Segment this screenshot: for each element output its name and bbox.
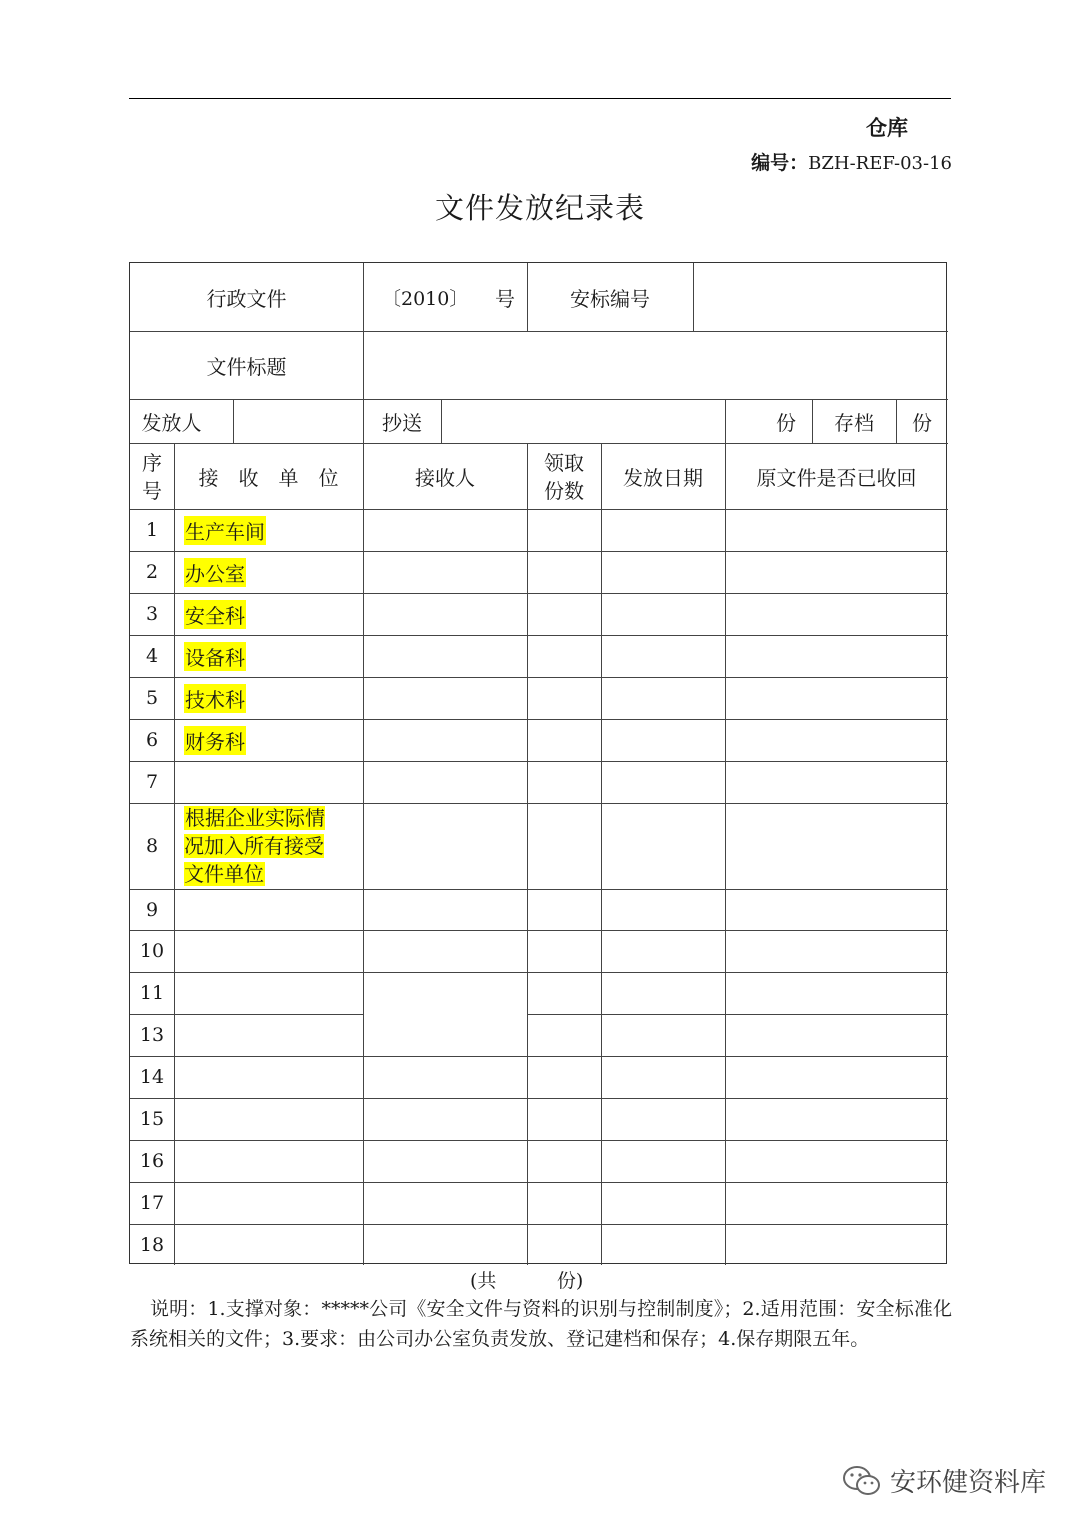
- receiving-unit-cell: [184, 635, 246, 677]
- row-number: 14: [139, 1066, 165, 1088]
- row-number: 7: [145, 771, 159, 793]
- row-number: 18: [139, 1233, 165, 1256]
- row-number: 16: [139, 1150, 165, 1172]
- header-seq-line2: 号: [142, 479, 162, 503]
- row-number: 13: [139, 1024, 165, 1046]
- wechat-icon: [842, 1464, 882, 1498]
- distribution-record-table: [129, 262, 947, 1264]
- receiving-unit-text: 办公室: [184, 558, 246, 587]
- document-code: [751, 148, 952, 175]
- doc-year: 〔2010〕: [382, 287, 469, 310]
- header-receiver: 接收人: [415, 465, 475, 490]
- header-copies-line1: 领取: [544, 451, 584, 475]
- receiving-unit-cell: [184, 719, 246, 761]
- row-number: 5: [145, 687, 159, 709]
- total-copies: [470, 1266, 583, 1293]
- header-receiving-unit: 接 收 单 位: [198, 465, 339, 490]
- explanation-note: 说明：1.支撑对象：*****公司《安全文件与资料的识别与控制制度》；2.适用范围：安全标准化系统相关的文件；3.要求：由公司办公室负责发放、登记建档和保存；4.保存期限五年。: [130, 1298, 952, 1350]
- header-seq: [130, 445, 174, 509]
- row-number: 9: [145, 898, 159, 921]
- code-label: 编号：: [751, 152, 809, 174]
- row-number: 11: [139, 982, 165, 1004]
- row-number: 3: [145, 603, 159, 625]
- archive-copies-unit: 份: [912, 410, 932, 435]
- header-issue-date: 发放日期: [623, 465, 703, 490]
- watermark: [842, 1462, 1046, 1499]
- row-number: 17: [139, 1192, 165, 1214]
- receiving-unit-text: 设备科: [184, 642, 246, 671]
- row-number: 8: [145, 835, 159, 857]
- row-number: 10: [139, 940, 165, 962]
- doc-number-suffix: 号: [495, 286, 515, 311]
- header-copies: [527, 445, 601, 509]
- receiving-unit-cell: [184, 677, 246, 719]
- receiving-unit-cell: [184, 593, 246, 635]
- receiving-unit-text: 财务科: [184, 726, 246, 755]
- watermark-text: 安环健资料库: [890, 1468, 1047, 1498]
- header-original-returned: 原文件是否已收回: [756, 465, 917, 490]
- archive-label: 存档: [834, 410, 874, 435]
- row-number: 2: [145, 561, 159, 583]
- row-number: 1: [145, 519, 159, 541]
- code-value: BZH-REF-03-16: [808, 153, 952, 174]
- receiving-unit-cell: [184, 551, 246, 593]
- row-number: 6: [145, 729, 159, 751]
- row-number: 4: [145, 645, 159, 667]
- receiving-unit-text: 技术科: [184, 684, 246, 713]
- admin-doc-label: 行政文件: [206, 286, 287, 311]
- row-number: 15: [139, 1108, 165, 1130]
- cc-label: 抄送: [382, 410, 422, 435]
- cc-copies-unit: 份: [776, 410, 796, 435]
- issuer-label: 发放人: [141, 410, 202, 435]
- total-close: 份): [556, 1270, 584, 1292]
- header-rule: [129, 98, 951, 99]
- cc-field[interactable]: [441, 399, 725, 443]
- header-copies-line2: 份数: [544, 479, 584, 503]
- receiving-unit-text: 生产车间: [184, 516, 266, 545]
- page-title: 文件发放纪录表: [434, 191, 645, 225]
- header-seq-line1: 序: [142, 451, 162, 475]
- safety-number-label: 安标编号: [570, 286, 650, 311]
- receiving-unit-cell: [184, 803, 342, 889]
- receiving-unit-cell: [184, 509, 266, 551]
- issuer-field[interactable]: [233, 399, 363, 443]
- safety-number-field[interactable]: [693, 263, 948, 331]
- doc-title-label: 文件标题: [206, 354, 287, 379]
- receiving-unit-text: 安全科: [184, 600, 246, 629]
- total-open: (共: [470, 1270, 497, 1292]
- doc-title-field[interactable]: [363, 331, 948, 399]
- receiving-unit-text: 根据企业实际情况加入所有接受文件单位: [184, 806, 325, 886]
- warehouse-label: 仓库: [866, 115, 908, 140]
